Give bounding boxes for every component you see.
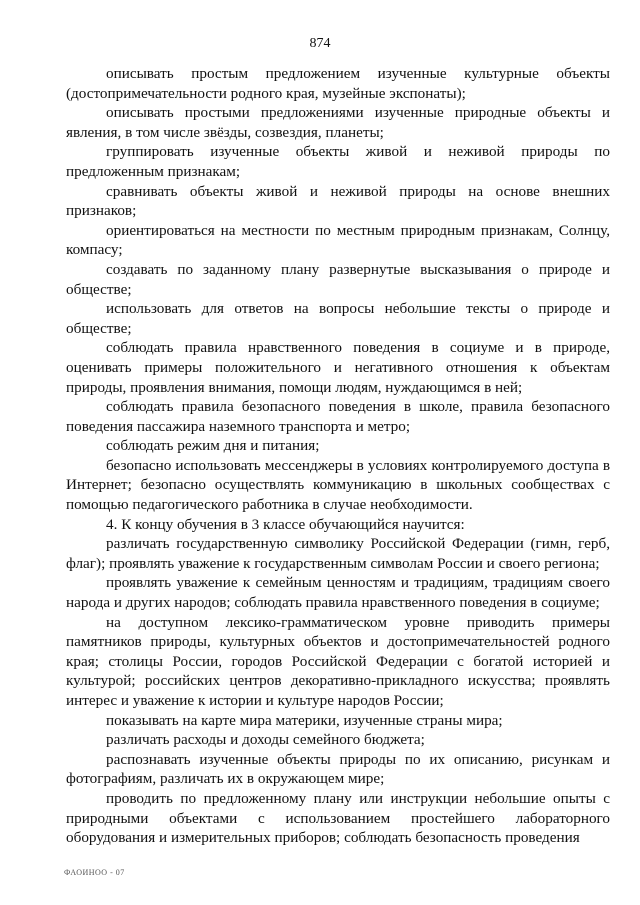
paragraph: проявлять уважение к семейным ценностям и традициям, традициям своего народа и других народов; соблюдать правила нравственного поведения в социуме; — [66, 574, 610, 612]
paragraph: на доступном лексико-грамматическом уровне приводить примеры памятников природы, культурных объектов и достопримечательностей родного края; столицы России, городов Российской Федерации с богатой историей и культурой; российских центров декоративно-прикладного искусства; проявлять интерес и уважение к истории и культуре народов России; — [66, 613, 610, 709]
paragraph: распознавать изученные объекты природы по их описанию, рисункам и фотографиям, различать их в окружающем мире; — [66, 750, 610, 788]
paragraph: ориентироваться на местности по местным природным признакам, Солнцу, компасу; — [66, 221, 610, 259]
paragraph: соблюдать правила нравственного поведения в социуме и в природе, оценивать примеры положительного и негативного отношения к объектам природы, проявления внимания, помощи людям, нуждающимся в ней; — [66, 339, 610, 396]
paragraph: различать расходы и доходы семейного бюджета; — [106, 731, 425, 749]
document-body — [66, 64, 610, 848]
paragraph: описывать простыми предложениями изученные природные объекты и явления, в том числе звёзды, созвездия, планеты; — [66, 104, 610, 141]
paragraph: использовать для ответов на вопросы небольшие тексты о природе и обществе; — [66, 300, 610, 337]
paragraph: показывать на карте мира материки, изученные страны мира; — [106, 711, 503, 729]
paragraph: проводить по предложенному плану или инструкции небольшие опыты с природными объектами с использованием простейшего лабораторного оборудования и измерительных приборов; соблюдать безопасность проведения — [66, 789, 610, 847]
paragraph: создавать по заданному плану развернутые высказывания о природе и обществе; — [66, 260, 610, 298]
footer-stamp: ФАОИНОО - 07 — [64, 868, 125, 877]
page-number: 874 — [309, 36, 331, 51]
section-heading: 4. К концу обучения в 3 классе обучающийся научится: — [106, 515, 465, 533]
paragraph: соблюдать режим дня и питания; — [106, 437, 320, 455]
paragraph: безопасно использовать мессенджеры в условиях контролируемого доступа в Интернет; безопасно осуществлять коммуникацию в школьных сообществах с помощью педагогического работника в случае необходимости. — [66, 456, 610, 514]
paragraph: соблюдать правила безопасного поведения в школе, правила безопасного поведения пассажира наземного транспорта и метро; — [66, 398, 610, 435]
paragraph: группировать изученные объекты живой и неживой природы по предложенным признакам; — [66, 143, 610, 180]
paragraph: сравнивать объекты живой и неживой природы на основе внешних признаков; — [66, 182, 610, 220]
paragraph: различать государственную символику Российской Федерации (гимн, герб, флаг); проявлять уважение к государственным символам России и своего региона; — [66, 535, 610, 572]
paragraph: описывать простым предложением изученные культурные объекты (достопримечательности родного края, музейные экспонаты); — [66, 65, 610, 102]
